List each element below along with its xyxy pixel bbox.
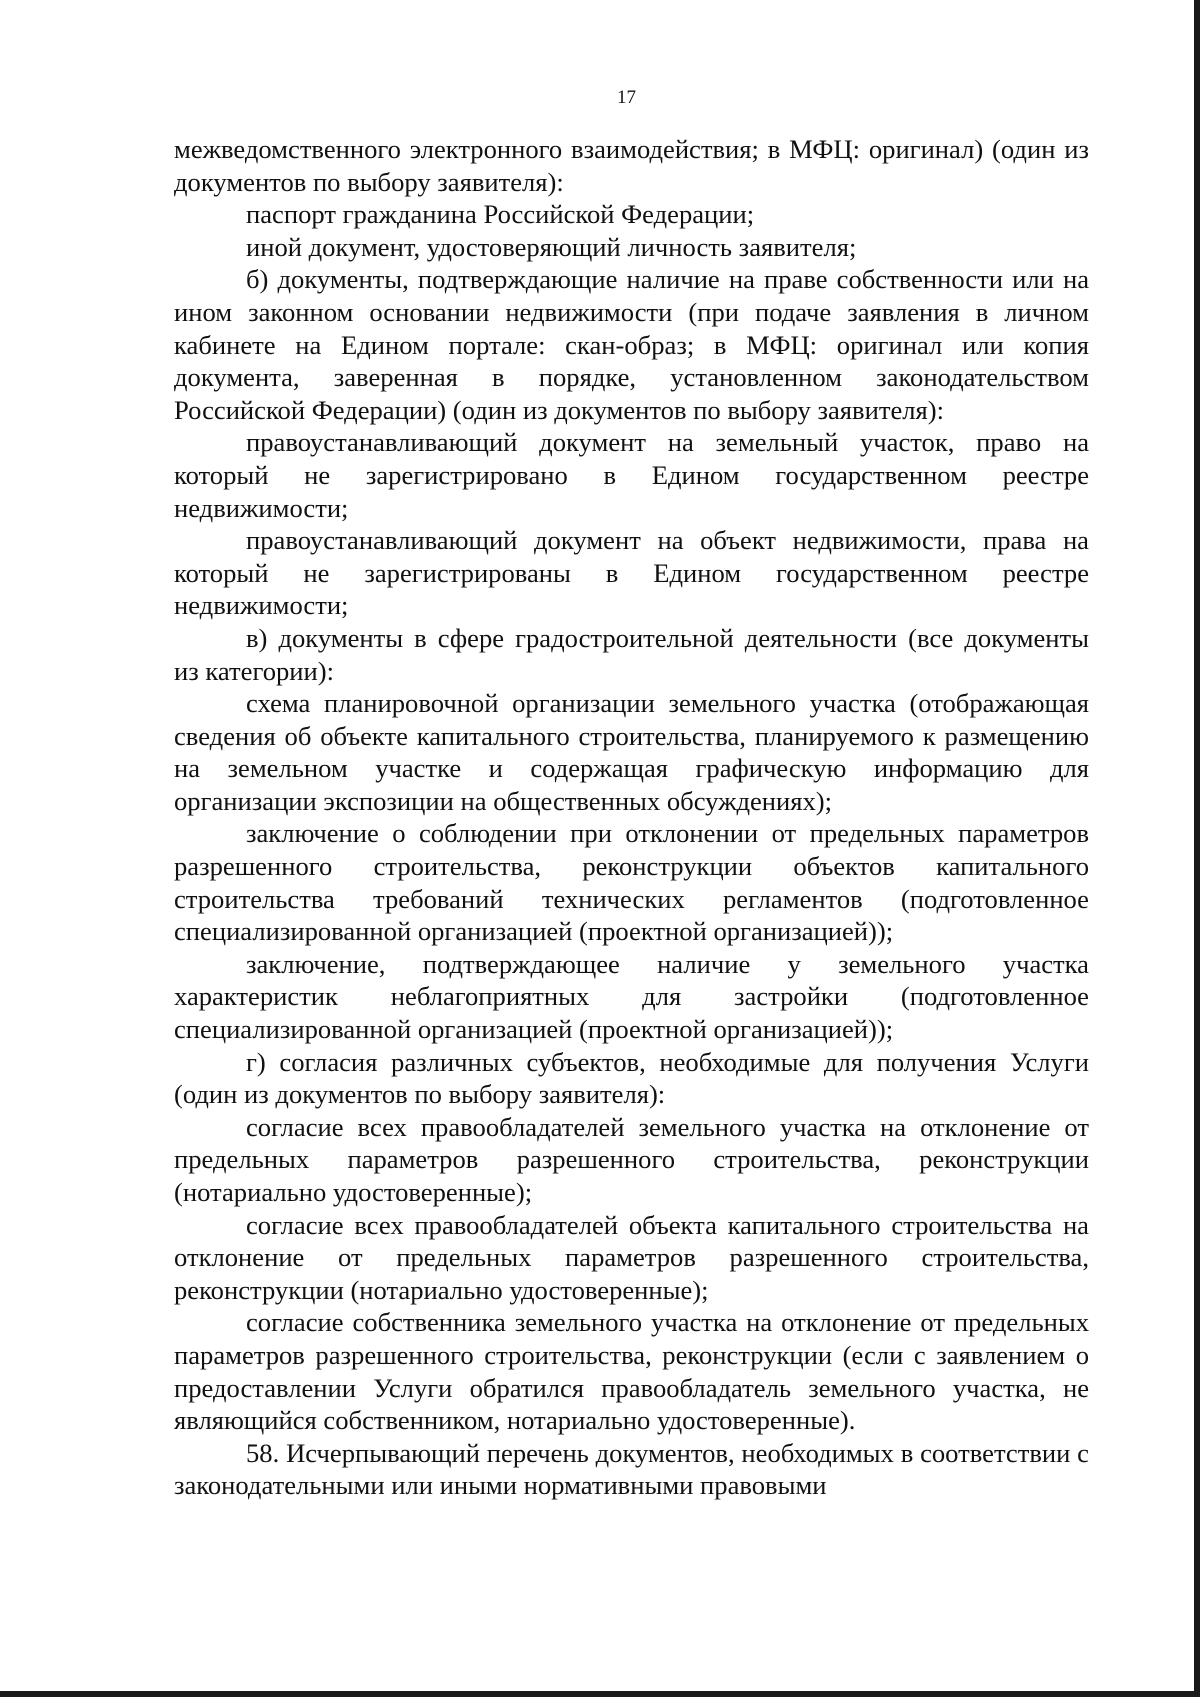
paragraph: согласие всех правообладателей земельного участка на отклонение от предельных параметров разрешенного строительства, реконструкции (нотариально удостоверенные); bbox=[174, 1111, 1089, 1207]
document-body bbox=[174, 133, 1089, 1502]
paragraph: г) согласия различных субъектов, необходимые для получения Услуги (один из документов по выбору заявителя): bbox=[174, 1046, 1089, 1110]
paragraph: межведомственного электронного взаимодействия; в МФЦ: оригинал) (один из документов по выбору заявителя): bbox=[174, 134, 1089, 197]
paragraph: правоустанавливающий документ на объект недвижимости, права на который не зарегистрированы в Едином государственном реестре недвижимости; bbox=[174, 525, 1089, 621]
scan-edge-right bbox=[1194, 0, 1200, 1697]
paragraph: правоустанавливающий документ на земельный участок, право на который не зарегистрировано в Едином государственном реестре недвижимости; bbox=[174, 427, 1089, 523]
scan-edge-bottom bbox=[0, 1691, 1200, 1697]
paragraph: в) документы в сфере градостроительной деятельности (все документы из категории): bbox=[174, 622, 1089, 686]
paragraph: заключение о соблюдении при отклонении от предельных параметров разрешенного строительства, реконструкции объектов капитального строительства требований технических регламентов (подготовленное специализированной организацией (проектной организацией)); bbox=[174, 818, 1089, 947]
paragraph: согласие собственника земельного участка на отклонение от предельных параметров разрешенного строительства, реконструкции (если с заявлением о предоставлении Услуги обратился правообладатель земельного участка, не являющийся собственником, нотариально удостоверенные). bbox=[174, 1307, 1089, 1436]
paragraph: согласие всех правообладателей объекта капитального строительства на отклонение от предельных параметров разрешенного строительства, реконструкции (нотариально удостоверенные); bbox=[174, 1209, 1089, 1305]
paragraph: схема планировочной организации земельного участка (отображающая сведения об объекте капитального строительства, планируемого к размещению на земельном участке и содержащая графическую информацию для организации экспозиции на общественных обсуждениях); bbox=[174, 688, 1089, 816]
page-number: 17 bbox=[617, 87, 636, 108]
paragraph: 58. Исчерпывающий перечень документов, необходимых в соответствии с законодательными или иными нормативными правовыми bbox=[174, 1437, 1089, 1501]
paragraph: б) документы, подтверждающие наличие на праве собственности или на ином законном основании недвижимости (при подаче заявления в личном кабинете на Едином портале: скан-образ; в МФЦ: оригинал или копия документа, заверенная в порядке, установленном законодательством Российской Федерации) (один из документов по выбору заявителя): bbox=[174, 264, 1089, 425]
paragraph: иной документ, удостоверяющий личность заявителя; bbox=[246, 231, 857, 262]
paragraph: заключение, подтверждающее наличие у земельного участка характеристик неблагоприятных для застройки (подготовленное специализированной организацией (проектной организацией)); bbox=[174, 948, 1089, 1045]
paragraph: паспорт гражданина Российской Федерации; bbox=[246, 199, 755, 230]
